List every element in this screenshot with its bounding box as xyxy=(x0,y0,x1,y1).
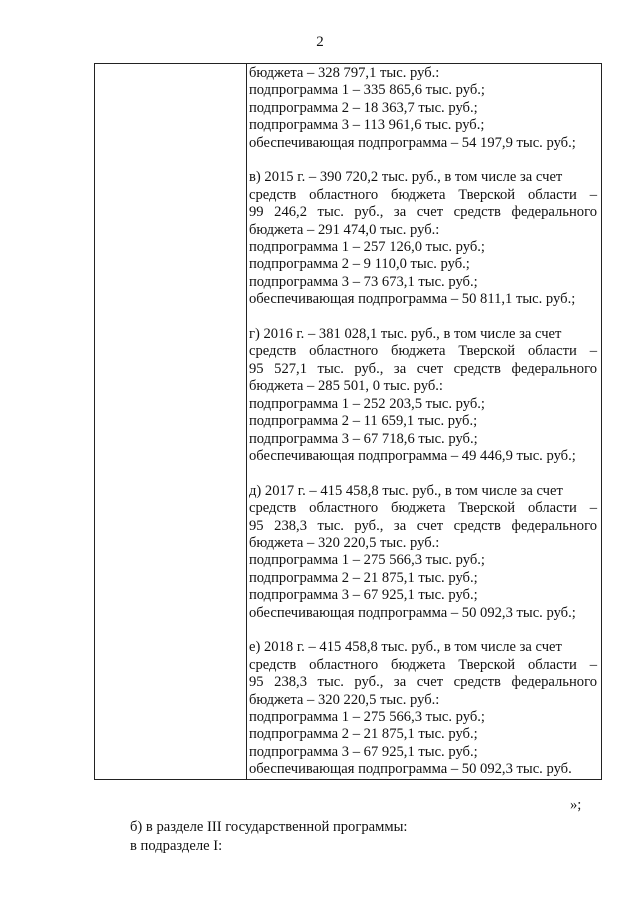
table-line: средств областного бюджета Тверской области – xyxy=(249,186,597,203)
table-line: подпрограмма 1 – 275 566,3 тыс. руб.; xyxy=(249,552,485,569)
table-line: бюджета – 320 220,5 тыс. руб.: xyxy=(249,534,440,551)
table-line: обеспечивающая подпрограмма – 50 092,3 тыс. руб. xyxy=(249,761,572,778)
table-line: г) 2016 г. – 381 028,1 тыс. руб., в том числе за счет xyxy=(249,326,562,343)
table-line: д) 2017 г. – 415 458,8 тыс. руб., в том числе за счет xyxy=(249,482,563,499)
table-paragraph xyxy=(249,639,597,778)
table-line: подпрограмма 3 – 67 925,1 тыс. руб.; xyxy=(249,587,478,604)
table-paragraph xyxy=(249,326,597,465)
table-line: подпрограмма 3 – 67 925,1 тыс. руб.; xyxy=(249,743,478,760)
table-paragraph xyxy=(249,65,597,152)
table-line: подпрограмма 3 – 73 673,1 тыс. руб.; xyxy=(249,273,478,290)
table-line: 95 527,1 тыс. руб., за счет средств федерального xyxy=(249,360,597,377)
table-paragraph xyxy=(249,169,597,308)
table-line: бюджета – 328 797,1 тыс. руб.: xyxy=(249,65,440,81)
page-number: 2 xyxy=(316,34,324,50)
table-line: бюджета – 291 474,0 тыс. руб.: xyxy=(249,221,440,238)
table-line: подпрограмма 1 – 252 203,5 тыс. руб.; xyxy=(249,395,485,412)
table-line: бюджета – 320 220,5 тыс. руб.: xyxy=(249,691,440,708)
closing-quote: »; xyxy=(570,797,582,813)
table-line: обеспечивающая подпрограмма – 50 811,1 тыс. руб.; xyxy=(249,291,576,308)
body-line-subsection: в подразделе I: xyxy=(130,838,223,854)
table-line: обеспечивающая подпрограмма – 54 197,9 тыс. руб.; xyxy=(249,134,576,151)
table-line: 95 238,3 тыс. руб., за счет средств федерального xyxy=(249,517,597,534)
table-line: подпрограмма 2 – 9 110,0 тыс. руб.; xyxy=(249,256,470,273)
body-line-section: б) в разделе III государственной программы: xyxy=(130,819,408,835)
table-paragraph xyxy=(249,483,597,622)
table-line: подпрограмма 2 – 21 875,1 тыс. руб.; xyxy=(249,569,478,586)
table-left-column xyxy=(95,64,247,779)
table-line: обеспечивающая подпрограмма – 50 092,3 тыс. руб.; xyxy=(249,604,576,621)
table-line: подпрограмма 3 – 113 961,6 тыс. руб.; xyxy=(249,117,485,134)
table-line: в) 2015 г. – 390 720,2 тыс. руб., в том числе за счет xyxy=(249,169,563,186)
table-line: подпрограмма 1 – 257 126,0 тыс. руб.; xyxy=(249,239,485,256)
table-line: подпрограмма 1 – 275 566,3 тыс. руб.; xyxy=(249,708,485,725)
table-line: 95 238,3 тыс. руб., за счет средств федерального xyxy=(249,674,597,691)
table-line: подпрограмма 3 – 67 718,6 тыс. руб.; xyxy=(249,430,478,447)
budget-table xyxy=(94,63,602,780)
table-line: подпрограмма 2 – 11 659,1 тыс. руб.; xyxy=(249,413,478,430)
table-line: средств областного бюджета Тверской области – xyxy=(249,656,597,673)
table-line: средств областного бюджета Тверской области – xyxy=(249,500,597,517)
table-line: обеспечивающая подпрограмма – 49 446,9 тыс. руб.; xyxy=(249,447,576,464)
table-line: е) 2018 г. – 415 458,8 тыс. руб., в том числе за счет xyxy=(249,639,562,656)
table-line: 99 246,2 тыс. руб., за счет средств федерального xyxy=(249,204,597,221)
table-line: подпрограмма 1 – 335 865,6 тыс. руб.; xyxy=(249,82,485,99)
table-line: подпрограмма 2 – 21 875,1 тыс. руб.; xyxy=(249,726,478,743)
table-line: средств областного бюджета Тверской области – xyxy=(249,343,597,360)
table-right-column xyxy=(247,65,601,779)
table-line: бюджета – 285 501, 0 тыс. руб.: xyxy=(249,378,443,395)
table-line: подпрограмма 2 – 18 363,7 тыс. руб.; xyxy=(249,99,478,116)
